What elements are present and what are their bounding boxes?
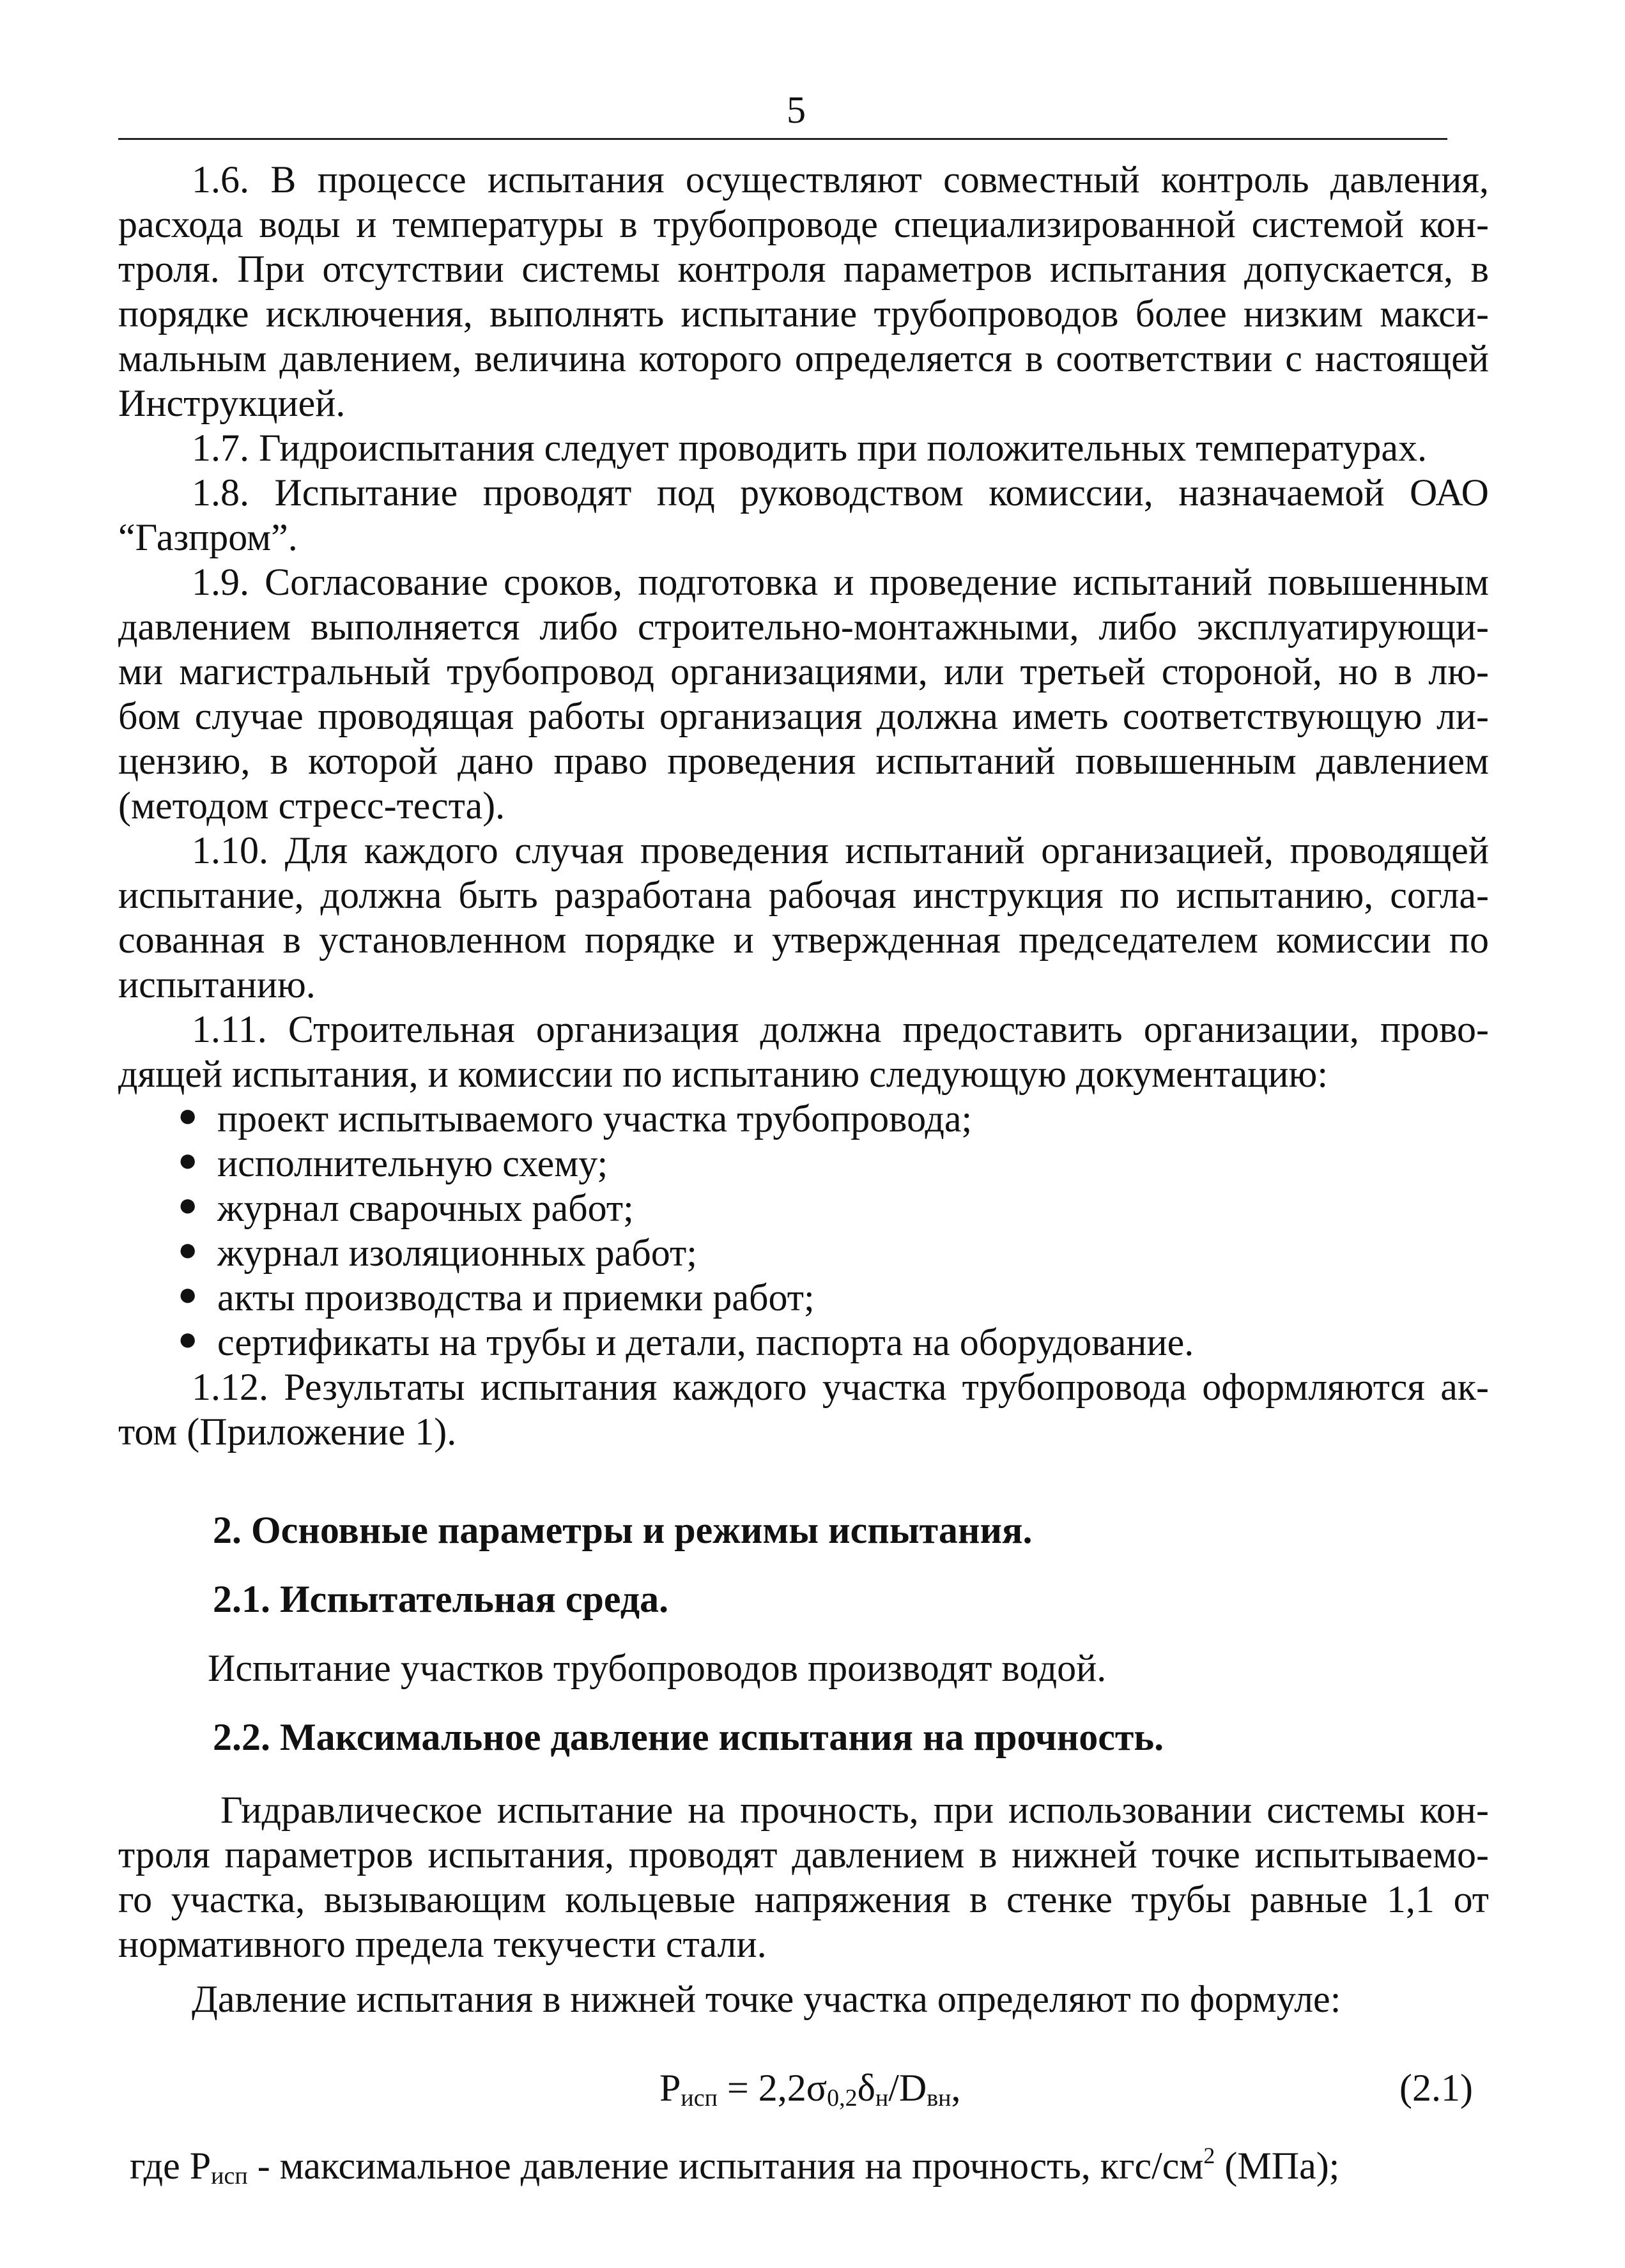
paragraph-1-10-line: 1.10. Для каждого случая проведения испытаний организацией, проводящей (192, 829, 1489, 871)
paragraph-1-11-line: 1.11. Строительная организация должна предоставить организации, прово- (192, 1008, 1489, 1050)
paragraph-2-2-line: го участка, вызывающим кольцевые напряжения в стенке трубы равные 1,1 от (118, 1878, 1489, 1920)
bullet-icon: ● (178, 1098, 198, 1134)
paragraph-1-9-line: давлением выполняется либо строительно-монтажными, либо эксплуатирующи- (118, 606, 1489, 648)
paragraph-1-6-line: троля. При отсутствии системы контроля параметров испытания допускается, в (118, 248, 1489, 290)
paragraph-1-8-line: 1.8. Испытание проводят под руководством комиссии, назначаемой ОАО (192, 471, 1489, 514)
page-number: 5 (787, 89, 806, 131)
list-item-text: журнал изоляционных работ; (217, 1232, 697, 1274)
paragraph-1-10-line: испытанию. (118, 963, 316, 1006)
bullet-icon: ● (178, 1142, 198, 1179)
paragraph-2-2-line: нормативного предела текучести стали. (118, 1923, 767, 1965)
section-2-heading: 2. Основные параметры и режимы испытания. (213, 1509, 1033, 1551)
list-item-text: исполнительную схему; (217, 1142, 608, 1184)
paragraph-1-6-line: расхода воды и температуры в трубопроводе специализированной системой кон- (118, 203, 1489, 245)
list-item (178, 1232, 1489, 1274)
list-item-text: сертификаты на трубы и детали, паспорта на оборудование. (217, 1321, 1194, 1363)
bullet-icon: ● (178, 1187, 198, 1223)
formula-definition: где $P_{исп}$ - максимальное давление испытания на прочность, кгс/$см^2$ (МПа); (130, 2143, 1340, 2189)
list-item-text: журнал сварочных работ; (217, 1187, 634, 1229)
paragraph-2-2-line: Гидравлическое испытание на прочность, при использовании системы кон- (220, 1789, 1489, 1831)
paragraph-1-12-line: том (Приложение 1). (118, 1411, 457, 1453)
paragraph-1-10-line: испытание, должна быть разработана рабочая инструкция по испытанию, согла- (118, 874, 1489, 916)
paragraph-1-10-line: сованная в установленном порядке и утвержденная председателем комиссии по (118, 919, 1489, 961)
paragraph-1-9-line: ми магистральный трубопровод организациями, или третьей стороной, но в лю- (118, 650, 1489, 693)
paragraph-1-6-line: Инструкцией. (118, 382, 346, 424)
paragraph-1-9-line: бом случае проводящая работы организация должна иметь соответствующую ли- (118, 695, 1489, 737)
paragraph-1-11-line: дящей испытания, и комиссии по испытанию следующую документацию: (118, 1053, 1328, 1095)
paragraph-1-9-line: (методом стресс-теста). (118, 785, 505, 827)
paragraph-1-6-line: порядке исключения, выполнять испытание трубопроводов более низким макси- (118, 293, 1489, 335)
subsection-2-1-heading: 2.1. Испытательная среда. (213, 1578, 669, 1620)
paragraph-1-6-line: 1.6. В процессе испытания осуществляют совместный контроль давления, (192, 158, 1489, 201)
bullet-icon: ● (178, 1321, 198, 1358)
subsection-2-2-heading: 2.2. Максимальное давление испытания на прочность. (213, 1716, 1164, 1758)
formula-number: (2.1) (1399, 2067, 1473, 2109)
subsection-2-1-text: Испытание участков трубопроводов производят водой. (208, 1647, 1107, 1689)
list-item (178, 1276, 1489, 1319)
list-item (178, 1321, 1489, 1363)
formula-2-1: $P_{исп} = 2,2\sigma_{0,2}\delta_н/D_{вн}$, (659, 2067, 961, 2111)
list-item (178, 1142, 1489, 1184)
paragraph-1-6-line: мальным давлением, величина которого определяется в соответствии с настоящей (118, 337, 1489, 379)
list-item (178, 1187, 1489, 1229)
paragraph-2-2-line: троля параметров испытания, проводят давлением в нижней точке испытываемо- (118, 1834, 1489, 1876)
list-item (178, 1098, 1489, 1140)
paragraph-1-12-line: 1.12. Результаты испытания каждого участка трубопровода оформляются ак- (192, 1366, 1489, 1408)
paragraph-1-9-line: цензию, в которой дано право проведения испытаний повышенным давлением (118, 740, 1489, 782)
bullet-icon: ● (178, 1276, 198, 1313)
bullet-icon: ● (178, 1232, 198, 1268)
paragraph-1-9-line: 1.9. Согласование сроков, подготовка и проведение испытаний повышенным (192, 561, 1489, 603)
paragraph-1-7-line: 1.7. Гидроиспытания следует проводить при положительных температурах. (192, 427, 1427, 469)
list-item-text: акты производства и приемки работ; (217, 1276, 815, 1319)
header-rule (118, 138, 1447, 140)
formula-intro: Давление испытания в нижней точке участка определяют по формуле: (192, 1978, 1341, 2020)
paragraph-1-8-line: “Газпром”. (118, 516, 298, 558)
list-item-text: проект испытываемого участка трубопровода; (217, 1098, 973, 1140)
